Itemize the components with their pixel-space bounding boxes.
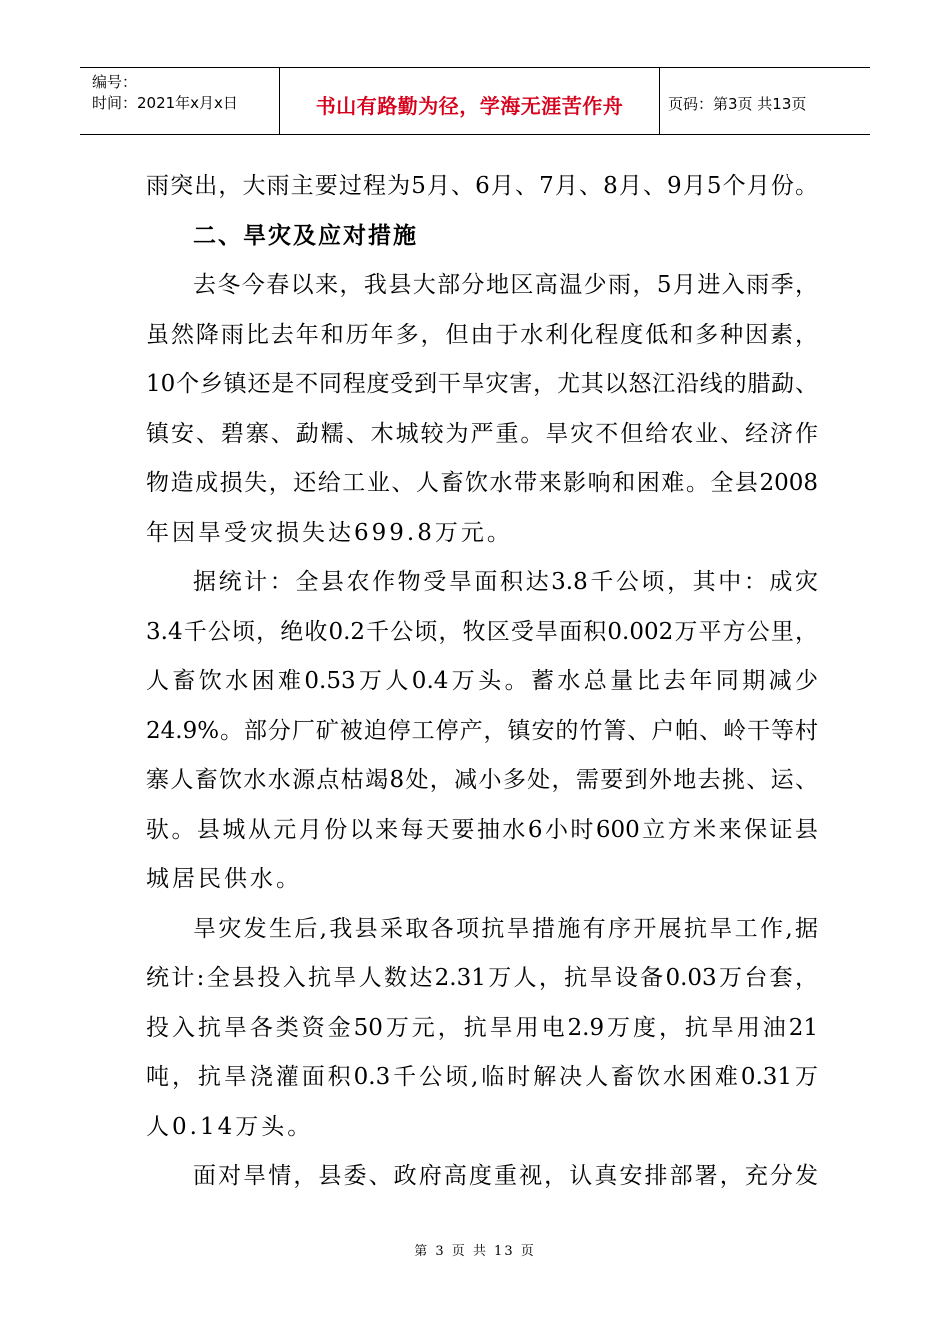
text-line: 人畜饮水困难0.53万人0.4万头。蓄水总量比去年同期减少 — [146, 668, 818, 694]
text-line: 镇安、碧寨、勐糯、木城较为严重。旱灾不但给农业、经济作 — [146, 420, 818, 447]
text-line: 寨人畜饮水水源点枯竭8处，减小多处，需要到外地去挑、运、 — [146, 767, 818, 793]
header-motto-cell — [280, 68, 660, 134]
text-line: 虽然降雨比去年和历年多，但由于水利化程度低和多种因素， — [146, 321, 818, 348]
text-line: 据统计：全县农作物受旱面积达3.8千公顷，其中：成灾 — [193, 569, 818, 595]
header-meta-cell — [80, 68, 280, 134]
text-line: 物造成损失，还给工业、人畜饮水带来影响和困难。全县2008 — [146, 470, 818, 496]
page-footer: 第 3 页 共 13 页 — [414, 1244, 536, 1259]
page-header — [80, 67, 870, 135]
motto-text: 书山有路勤为径，学海无涯苦作舟 — [315, 93, 624, 118]
text-line: 旱灾发生后,我县采取各项抗旱措施有序开展抗旱工作,据 — [193, 915, 818, 942]
text-line: 人0.14万头。 — [146, 1113, 314, 1140]
date-label: 时间：2021年x月x日 — [92, 94, 238, 112]
text-line: 年因旱受灾损失达699.8万元。 — [146, 519, 513, 546]
text-line: 面对旱情，县委、政府高度重视，认真安排部署，充分发 — [193, 1163, 818, 1189]
header-page-cell — [660, 68, 870, 134]
text-line: 统计:全县投入抗旱人数达2.31万人，抗旱设备0.03万台套， — [146, 965, 818, 991]
text-line: 城居民供水。 — [146, 866, 302, 892]
text-line: 雨突出，大雨主要过程为5月、6月、7月、8月、9月5个月份。 — [146, 173, 818, 199]
text-line: 驮。县城从元月份以来每天要抽水6小时600立方米来保证县 — [146, 816, 818, 843]
document-body — [146, 162, 818, 1202]
text-line: 3.4千公顷，绝收0.2千公顷，牧区受旱面积0.002万平方公里， — [146, 618, 818, 645]
serial-label: 编号： — [92, 73, 138, 91]
text-line: 投入抗旱各类资金50万元，抗旱用电2.9万度，抗旱用油21 — [146, 1014, 818, 1041]
section-heading: 二、旱灾及应对措施 — [193, 222, 418, 249]
text-line: 10个乡镇还是不同程度受到干旱灾害，尤其以怒江沿线的腊勐、 — [146, 371, 818, 397]
text-line: 去冬今春以来，我县大部分地区高温少雨，5月进入雨季， — [193, 272, 818, 298]
text-line: 24.9%。部分厂矿被迫停工停产，镇安的竹箐、户帕、岭干等村 — [146, 717, 818, 744]
text-line: 吨，抗旱浇灌面积0.3千公顷,临时解决人畜饮水困难0.31万 — [146, 1064, 818, 1090]
page-info: 页码：第3页 共13页 — [668, 94, 807, 113]
